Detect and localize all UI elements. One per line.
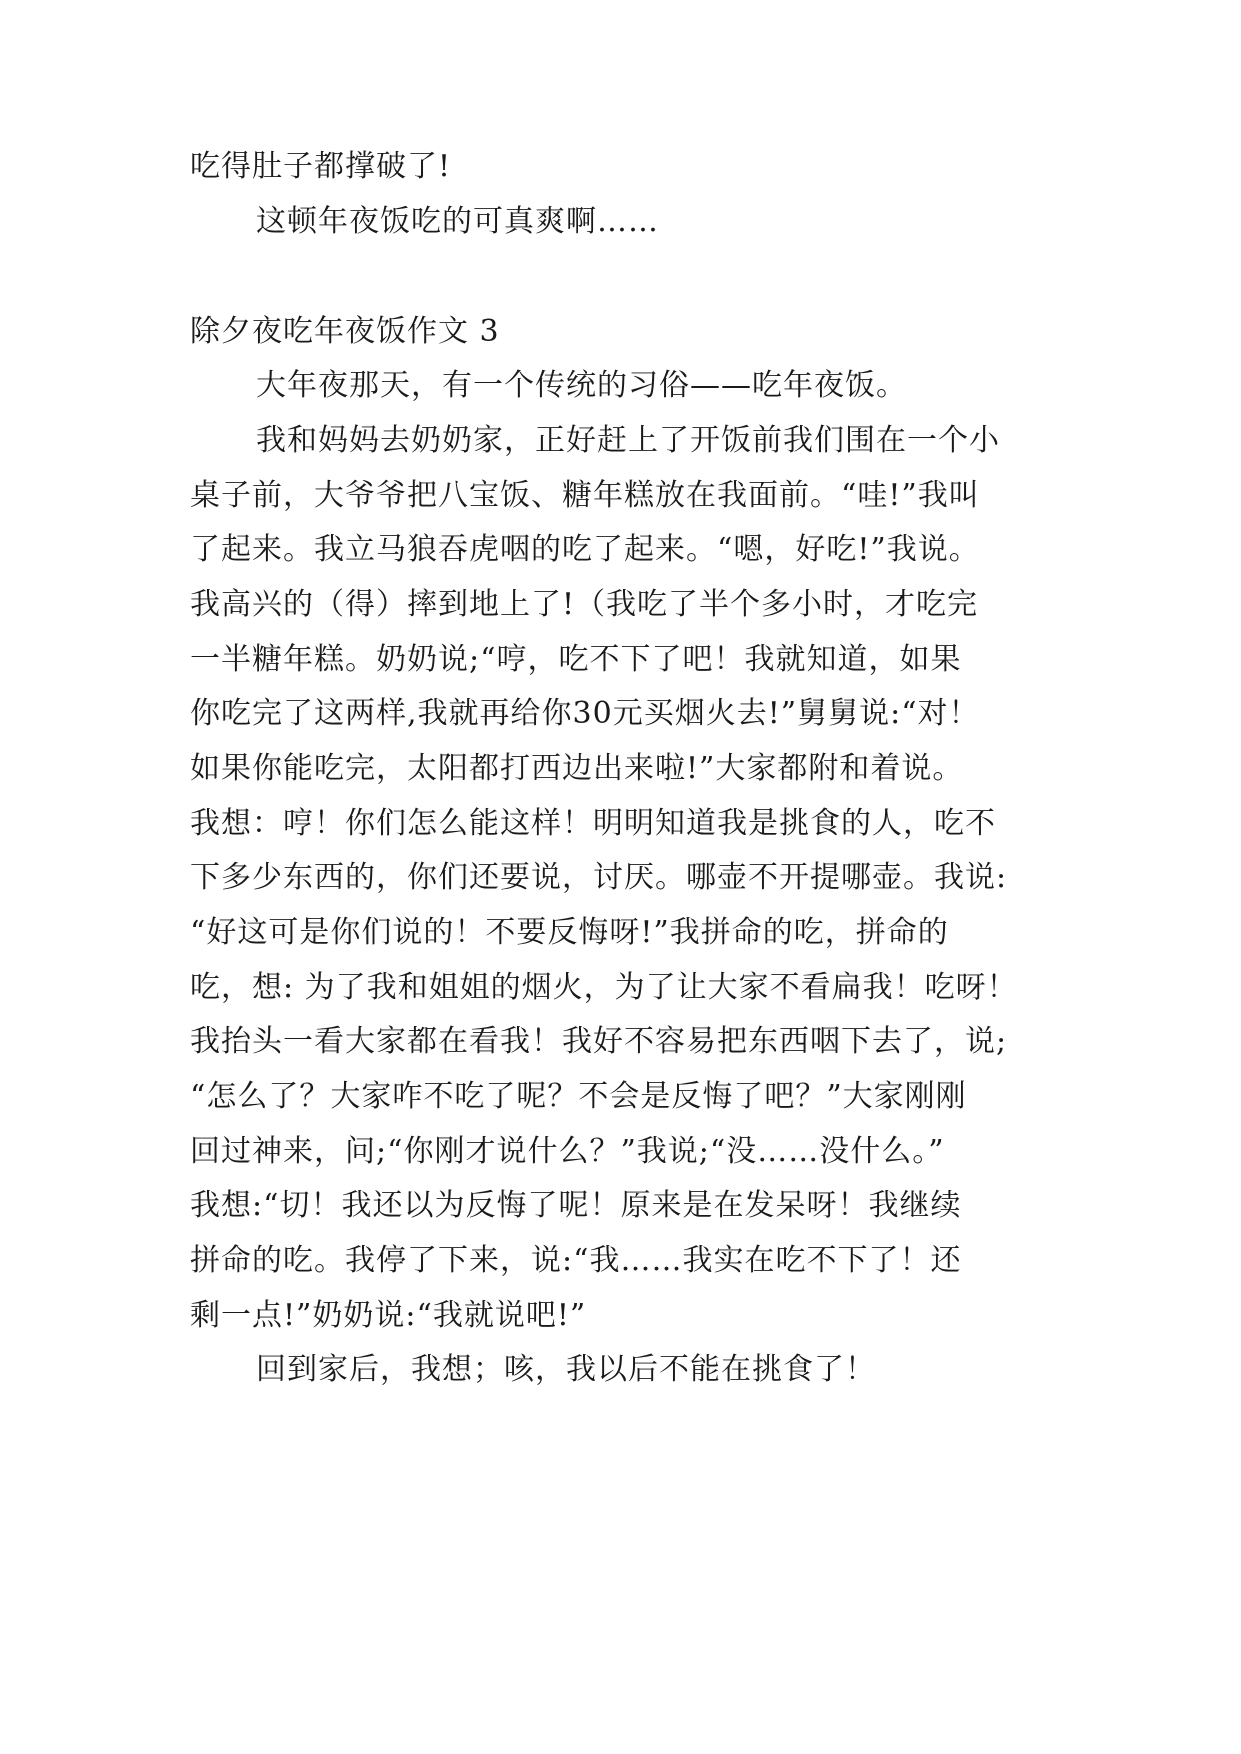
paragraph-2-line-3: 了起来。我立马狼吞虎咽的吃了起来。“嗯，好吃!”我说。 [190,532,980,567]
paragraph-2-line-5: 一半糖年糕。奶奶说;“哼，吃不下了吧！我就知道，如果 [190,642,962,677]
paragraph-2-line-6: 你吃完了这两样,我就再给你30元买烟火去!”舅舅说:“对！ [190,696,980,731]
text-line-2: 这顿年夜饭吃的可真爽啊…… [256,204,659,239]
paragraph-2-line-16: 拼命的吃。我停了下来，说:“我……我实在吃不下了！还 [190,1243,962,1278]
paragraph-2-line-15: 我想:“切！我还以为反悔了呢！原来是在发呆呀！我继续 [190,1188,962,1223]
paragraph-3: 回到家后，我想；咳，我以后不能在挑食了！ [256,1352,876,1387]
paragraph-2-line-8: 我想：哼！你们怎么能这样！明明知道我是挑食的人，吃不 [190,806,996,841]
paragraph-2-line-12: 我抬头一看大家都在看我！我好不容易把东西咽下去了，说; [190,1024,1008,1059]
paragraph-1: 大年夜那天，有一个传统的习俗——吃年夜饭。 [256,368,907,403]
paragraph-2-line-14: 回过神来，问;“你刚才说什么？”我说;“没……没什么。” [190,1134,945,1169]
paragraph-2-line-10: “好这可是你们说的！不要反悔呀!”我拼命的吃，拼命的 [190,915,949,950]
text-line-1: 吃得肚子都撑破了! [190,149,452,184]
paragraph-2-line-9: 下多少东西的，你们还要说，讨厌。哪壶不开提哪壶。我说: [190,860,1008,895]
paragraph-2-line-17: 剩一点!”奶奶说:“我就说吧!” [190,1298,587,1333]
paragraph-2-line-11: 吃，想: 为了我和姐姐的烟火，为了让大家不看扁我！吃呀！ [190,970,1018,1005]
paragraph-2-line-2: 桌子前，大爷爷把八宝饭、糖年糕放在我面前。“哇!”我叫 [190,478,980,513]
paragraph-2-line-4: 我高兴的（得）摔到地上了!（我吃了半个多小时，才吃完 [190,587,979,622]
paragraph-2-line-1: 我和妈妈去奶奶家，正好赶上了开饭前我们围在一个小 [256,423,1000,458]
paragraph-2-line-13: “怎么了？大家咋不吃了呢？不会是反悔了吧？”大家刚刚 [190,1079,967,1114]
paragraph-2-line-7: 如果你能吃完，太阳都打西边出来啦!”大家都附和着说。 [190,751,964,786]
section-title: 除夕夜吃年夜饭作文 3 [190,314,500,349]
